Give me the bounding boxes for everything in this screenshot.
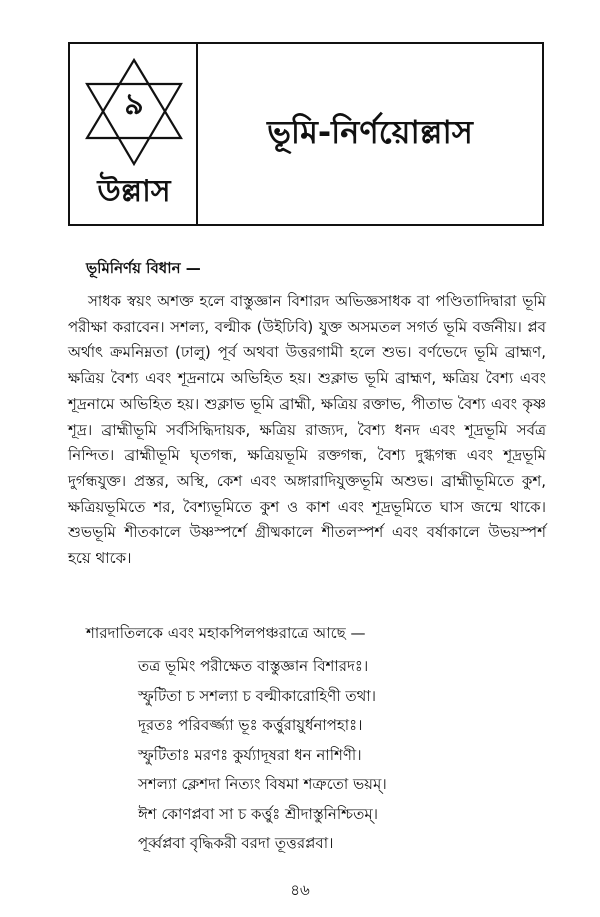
chapter-header-box bbox=[68, 42, 544, 226]
chapter-number: ৯ bbox=[124, 87, 144, 122]
body-paragraph bbox=[68, 289, 546, 572]
paragraph-text: সাধক স্বয়ং অশক্ত হলে বাস্তুজ্ঞান বিশারদ অভিজ্ঞসাধক বা পণ্ডিতাদিদ্বারা ভূমি পরীক্ষা করাবেন। সশল্য, বল্মীক (উইঢিবি) যুক্ত অসমতল সগর্ত ভূমি বর্জনীয়। প্লব অর্থাৎ ক্রমনিম্নতা (ঢালু) পূর্ব অথবা উত্তরগামী হলে শুভ। বর্ণভেদে ভূমি ব্রাহ্মণ, ক্ষত্রিয় বৈশ্য এবং শূদ্রনামে অভিহিত হয়। শুক্লাভ ভূমি ব্রাহ্মণ, ক্ষত্রিয় বৈশ্য এবং শূদ্রনামে অভিহিত হয়। শুক্লাভ ভূমি ব্রাহ্মী, ক্ষত্রিয় রক্তাভ, পীতাভ বৈশ্য এবং কৃষ্ণ শূদ্র। ব্রাহ্মীভূমি সর্বসিদ্ধিদায়ক, ক্ষত্রিয় রাজ্যদ, বৈশ্য ধনদ এবং শূদ্রভূমি সর্বত্র নিন্দিত। ব্রাহ্মীভূমি ঘৃতগন্ধ, ক্ষত্রিয়ভূমি রক্তগন্ধ, বৈশ্য দুগ্ধগন্ধ এবং শূদ্রভূমি দুর্গন্ধযুক্ত। প্রস্তর, অস্থি, কেশ এবং অঙ্গারাদিযুক্তভূমি অশুভ। ব্রাহ্মীভূমিতে কুশ, ক্ষত্রিয়ভূমিতে শর, বৈশ্যভূমিতে কুশ ও কাশ এবং শূদ্রভূমিতে ঘাস জন্মে থাকে। শুভভূমি শীতকালে উষ্ণস্পর্শে গ্রীষ্মকালে শীতলস্পর্শ এবং বর্ষাকালে উভয়স্পর্শ হয়ে থাকে। bbox=[68, 292, 546, 568]
verse-line: ঈশ কোণপ্লবা সা চ কর্ত্তুঃ শ্রীদাস্তুনিশ্চিতম্। bbox=[138, 804, 379, 823]
verse-line: স্ফুটিতাঃ মরণঃ কুর্য্যাদূষরা ধন নাশিণী। bbox=[138, 745, 362, 764]
verse-line: স্ফুটিতা চ সশল্যা চ বল্মীকারোহিণী তথা। bbox=[138, 686, 377, 705]
quote-intro: শারদাতিলকে এবং মহাকপিলপঞ্চরাত্রে আছে — bbox=[86, 624, 366, 642]
page-number: ৪৬ bbox=[290, 881, 310, 899]
chapter-title: ভূমি-নির্ণয়োল্লাস bbox=[267, 113, 473, 151]
verse-line: সশল্যা ক্লেশদা নিত্যং বিষমা শত্রুতো ভয়ম্। bbox=[138, 775, 387, 793]
verse-line: দূরতঃ পরিবর্জ্জ্যা ভূঃ কর্ত্তুরায়ুর্ধনাপহাঃ। bbox=[138, 716, 363, 734]
section-heading: ভূমিনির্ণয় বিধান — bbox=[86, 259, 201, 277]
verse-line: তত্র ভূমিং পরীক্ষেত বাস্তুজ্ঞান বিশারদঃ। bbox=[138, 657, 369, 675]
chapter-emblem bbox=[70, 44, 198, 224]
verse-block bbox=[138, 652, 558, 859]
chapter-word: উল্লাস bbox=[97, 174, 171, 209]
verse-line: পূর্ব্বপ্লবা বৃদ্ধিকরী বরদা তূত্তরপ্লবা। bbox=[138, 834, 334, 852]
